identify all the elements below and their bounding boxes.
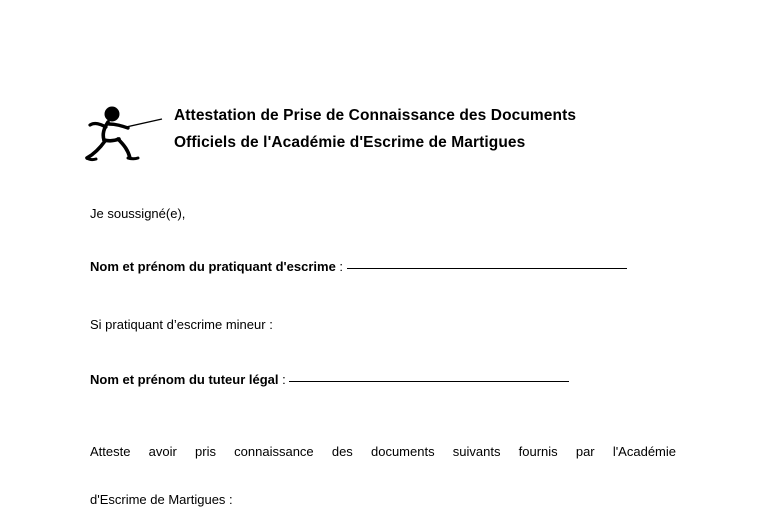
- title-line-2: Officiels de l'Académie d'Escrime de Martigues: [174, 134, 526, 151]
- tutor-name-input[interactable]: [289, 381, 569, 382]
- practitioner-name-label: Nom et prénom du pratiquant d'escrime: [90, 259, 336, 274]
- field-practitioner-name: [90, 258, 676, 276]
- attestation-paragraph: [90, 440, 676, 512]
- practitioner-name-input[interactable]: [347, 268, 627, 269]
- attestation-line-1: Atteste avoir pris connaissance des documents suivants fournis par l'Académie: [90, 444, 676, 459]
- minor-note-text: Si pratiquant d’escrime mineur :: [90, 317, 273, 332]
- attestation-line-2: d'Escrime de Martigues :: [90, 492, 233, 507]
- field-tutor-name: [90, 371, 676, 389]
- minor-note-line: [90, 316, 676, 334]
- title-line-1: Attestation de Prise de Connaissance des Documents: [174, 107, 577, 124]
- fencer-logo-icon: [78, 96, 168, 176]
- tutor-name-separator: :: [278, 372, 290, 387]
- tutor-name-label: Nom et prénom du tuteur légal: [90, 372, 279, 387]
- intro-line: [90, 205, 676, 223]
- intro-text: Je soussigné(e),: [90, 206, 186, 221]
- document-title: [174, 96, 576, 156]
- practitioner-name-separator: :: [335, 259, 347, 274]
- document-header: [0, 96, 768, 176]
